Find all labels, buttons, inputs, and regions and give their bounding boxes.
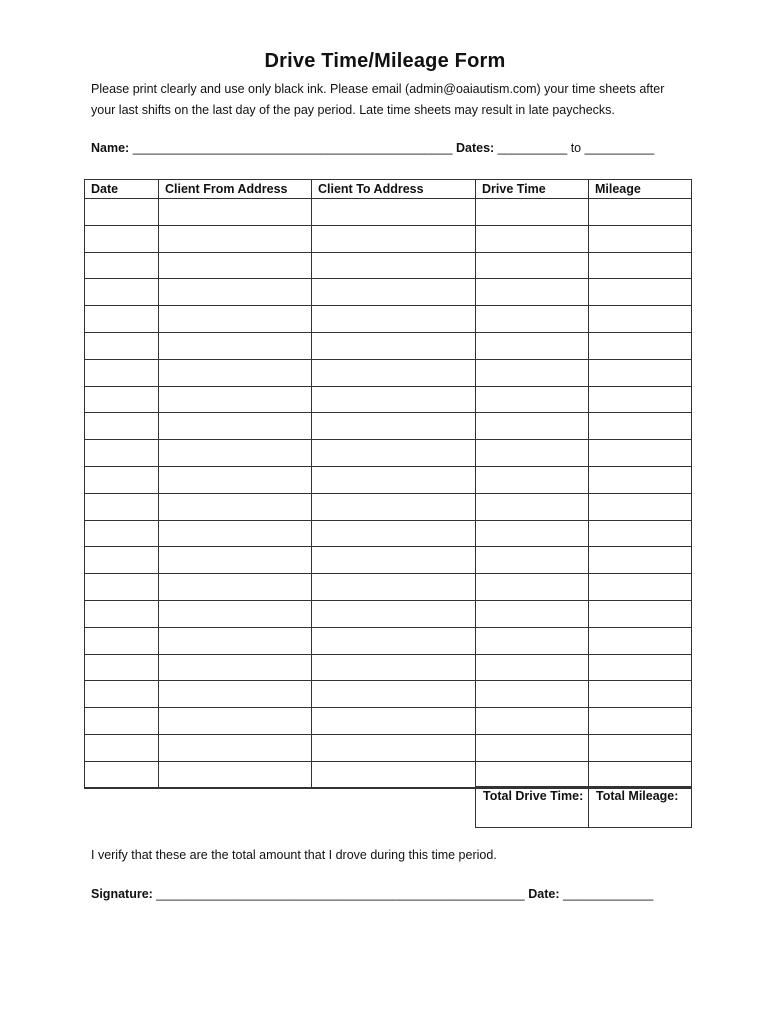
client-to-address-cell[interactable]: [312, 574, 476, 601]
client-to-address-cell[interactable]: [312, 279, 476, 306]
client-to-address-cell[interactable]: [312, 386, 476, 413]
date-cell[interactable]: [85, 600, 159, 627]
client-from-address-cell[interactable]: [159, 761, 312, 788]
client-to-address-cell[interactable]: [312, 359, 476, 386]
drive-time-cell[interactable]: [476, 520, 589, 547]
table-row: [85, 440, 692, 467]
date-cell[interactable]: [85, 440, 159, 467]
mileage-cell[interactable]: [589, 520, 692, 547]
date-label: Date:: [528, 887, 560, 901]
totals-table: [475, 786, 692, 828]
client-from-address-cell[interactable]: [159, 440, 312, 467]
table-row: [85, 681, 692, 708]
client-from-address-cell[interactable]: [159, 547, 312, 574]
client-from-address-cell[interactable]: [159, 386, 312, 413]
client-from-address-cell[interactable]: [159, 708, 312, 735]
totals-row: [476, 787, 692, 828]
mileage-cell[interactable]: [589, 225, 692, 252]
client-to-address-cell[interactable]: [312, 306, 476, 333]
mileage-cell[interactable]: [589, 734, 692, 761]
mileage-cell[interactable]: [589, 600, 692, 627]
client-from-address-cell[interactable]: [159, 520, 312, 547]
table-row: [85, 225, 692, 252]
drive-time-cell[interactable]: [476, 708, 589, 735]
table-row: [85, 520, 692, 547]
dates-from-field[interactable]: __________: [497, 141, 568, 155]
drive-time-cell[interactable]: [476, 199, 589, 226]
client-to-address-cell[interactable]: [312, 681, 476, 708]
drive-time-cell[interactable]: [476, 761, 589, 788]
table-row: [85, 547, 692, 574]
instructions: [91, 79, 701, 121]
date-cell[interactable]: [85, 279, 159, 306]
mileage-cell[interactable]: [589, 574, 692, 601]
column-header-client-from-address: Client From Address: [159, 180, 312, 199]
date-cell[interactable]: [85, 359, 159, 386]
client-to-address-cell[interactable]: [312, 199, 476, 226]
mileage-cell[interactable]: [589, 440, 692, 467]
client-from-address-cell[interactable]: [159, 252, 312, 279]
table-row: [85, 332, 692, 359]
verification-statement: I verify that these are the total amount that I drove during this time period.: [91, 848, 497, 862]
name-label: Name:: [91, 141, 130, 155]
drive-time-cell[interactable]: [476, 440, 589, 467]
client-from-address-cell[interactable]: [159, 225, 312, 252]
client-to-address-cell[interactable]: [312, 547, 476, 574]
signature-field[interactable]: _____________________________________________________: [156, 887, 525, 901]
table-row: [85, 708, 692, 735]
drive-time-cell[interactable]: [476, 306, 589, 333]
date-cell[interactable]: [85, 708, 159, 735]
client-to-address-cell[interactable]: [312, 413, 476, 440]
drive-time-cell[interactable]: [476, 386, 589, 413]
mileage-log-table: [84, 179, 692, 789]
mileage-cell[interactable]: [589, 386, 692, 413]
drive-time-cell[interactable]: [476, 225, 589, 252]
table-row: [85, 493, 692, 520]
table-row: [85, 359, 692, 386]
column-header-mileage: Mileage: [589, 180, 692, 199]
drive-time-cell[interactable]: [476, 252, 589, 279]
drive-time-cell[interactable]: [476, 493, 589, 520]
client-to-address-cell[interactable]: [312, 466, 476, 493]
date-cell[interactable]: [85, 761, 159, 788]
date-cell[interactable]: [85, 306, 159, 333]
date-cell[interactable]: [85, 574, 159, 601]
table-row: [85, 600, 692, 627]
drive-time-cell[interactable]: [476, 359, 589, 386]
date-cell[interactable]: [85, 681, 159, 708]
date-cell[interactable]: [85, 199, 159, 226]
drive-time-cell[interactable]: [476, 332, 589, 359]
client-from-address-cell[interactable]: [159, 413, 312, 440]
table-row: [85, 413, 692, 440]
client-to-address-cell[interactable]: [312, 225, 476, 252]
client-to-address-cell[interactable]: [312, 708, 476, 735]
mileage-cell[interactable]: [589, 493, 692, 520]
date-cell[interactable]: [85, 520, 159, 547]
date-cell[interactable]: [85, 734, 159, 761]
date-cell[interactable]: [85, 332, 159, 359]
client-from-address-cell[interactable]: [159, 199, 312, 226]
client-to-address-cell[interactable]: [312, 734, 476, 761]
date-cell[interactable]: [85, 466, 159, 493]
table-row: [85, 199, 692, 226]
name-dates-line: [91, 141, 654, 155]
drive-time-cell[interactable]: [476, 681, 589, 708]
date-cell[interactable]: [85, 493, 159, 520]
client-from-address-cell[interactable]: [159, 306, 312, 333]
mileage-cell[interactable]: [589, 547, 692, 574]
mileage-cell[interactable]: [589, 279, 692, 306]
mileage-cell[interactable]: [589, 413, 692, 440]
client-to-address-cell[interactable]: [312, 440, 476, 467]
drive-time-cell[interactable]: [476, 600, 589, 627]
mileage-cell[interactable]: [589, 306, 692, 333]
date-cell[interactable]: [85, 547, 159, 574]
total-drive-time-cell[interactable]: Total Drive Time:: [476, 787, 589, 828]
instructions-line-1: Please print clearly and use only black ink. Please email (admin@oaiautism.com) your time sheets after: [91, 82, 665, 96]
client-from-address-cell[interactable]: [159, 600, 312, 627]
table-row: [85, 574, 692, 601]
table-row: [85, 654, 692, 681]
form-title: Drive Time/Mileage Form: [264, 50, 506, 72]
date-cell[interactable]: [85, 225, 159, 252]
client-from-address-cell[interactable]: [159, 734, 312, 761]
date-field[interactable]: _____________: [562, 887, 654, 901]
dates-label: Dates:: [455, 141, 495, 155]
client-from-address-cell[interactable]: [159, 681, 312, 708]
client-to-address-cell[interactable]: [312, 654, 476, 681]
instructions-line-2: your last shifts on the last day of the pay period. Late time sheets may result in late paychecks.: [91, 103, 615, 117]
client-from-address-cell[interactable]: [159, 493, 312, 520]
client-from-address-cell[interactable]: [159, 654, 312, 681]
column-header-client-to-address: Client To Address: [312, 180, 476, 199]
mileage-cell[interactable]: [589, 708, 692, 735]
table-row: [85, 306, 692, 333]
drive-time-cell[interactable]: [476, 654, 589, 681]
drive-time-cell[interactable]: [476, 627, 589, 654]
date-cell[interactable]: [85, 627, 159, 654]
date-cell[interactable]: [85, 386, 159, 413]
drive-time-cell[interactable]: [476, 547, 589, 574]
mileage-cell[interactable]: [589, 466, 692, 493]
client-from-address-cell[interactable]: [159, 359, 312, 386]
client-to-address-cell[interactable]: [312, 627, 476, 654]
column-header-date: Date: [85, 180, 159, 199]
drive-time-cell[interactable]: [476, 574, 589, 601]
mileage-cell[interactable]: [589, 199, 692, 226]
mileage-cell[interactable]: [589, 627, 692, 654]
table-row: [85, 734, 692, 761]
mileage-cell[interactable]: [589, 332, 692, 359]
mileage-cell[interactable]: [589, 359, 692, 386]
client-from-address-cell[interactable]: [159, 574, 312, 601]
table-row: [85, 627, 692, 654]
mileage-cell[interactable]: [589, 761, 692, 788]
client-from-address-cell[interactable]: [159, 466, 312, 493]
client-from-address-cell[interactable]: [159, 332, 312, 359]
signature-label: Signature:: [91, 887, 153, 901]
signature-line: [91, 887, 653, 901]
client-from-address-cell[interactable]: [159, 279, 312, 306]
table-row: [85, 252, 692, 279]
table-row: [85, 279, 692, 306]
date-cell[interactable]: [85, 654, 159, 681]
client-to-address-cell[interactable]: [312, 332, 476, 359]
drive-time-cell[interactable]: [476, 279, 589, 306]
client-to-address-cell[interactable]: [312, 520, 476, 547]
drive-time-cell[interactable]: [476, 734, 589, 761]
date-cell[interactable]: [85, 413, 159, 440]
mileage-cell[interactable]: [589, 681, 692, 708]
drive-time-cell[interactable]: [476, 466, 589, 493]
table-row: [85, 761, 692, 788]
total-mileage-cell[interactable]: Total Mileage:: [589, 787, 692, 828]
client-to-address-cell[interactable]: [312, 493, 476, 520]
drive-time-cell[interactable]: [476, 413, 589, 440]
client-from-address-cell[interactable]: [159, 627, 312, 654]
mileage-cell[interactable]: [589, 654, 692, 681]
dates-to-label: to: [570, 141, 582, 155]
name-field[interactable]: ______________________________________________: [132, 141, 453, 155]
dates-to-field[interactable]: __________: [584, 141, 655, 155]
client-to-address-cell[interactable]: [312, 761, 476, 788]
table-body: [85, 199, 692, 789]
client-to-address-cell[interactable]: [312, 252, 476, 279]
table-row: [85, 386, 692, 413]
table-header-row: [85, 180, 692, 199]
client-to-address-cell[interactable]: [312, 600, 476, 627]
mileage-cell[interactable]: [589, 252, 692, 279]
column-header-drive-time: Drive Time: [476, 180, 589, 199]
table-row: [85, 466, 692, 493]
date-cell[interactable]: [85, 252, 159, 279]
